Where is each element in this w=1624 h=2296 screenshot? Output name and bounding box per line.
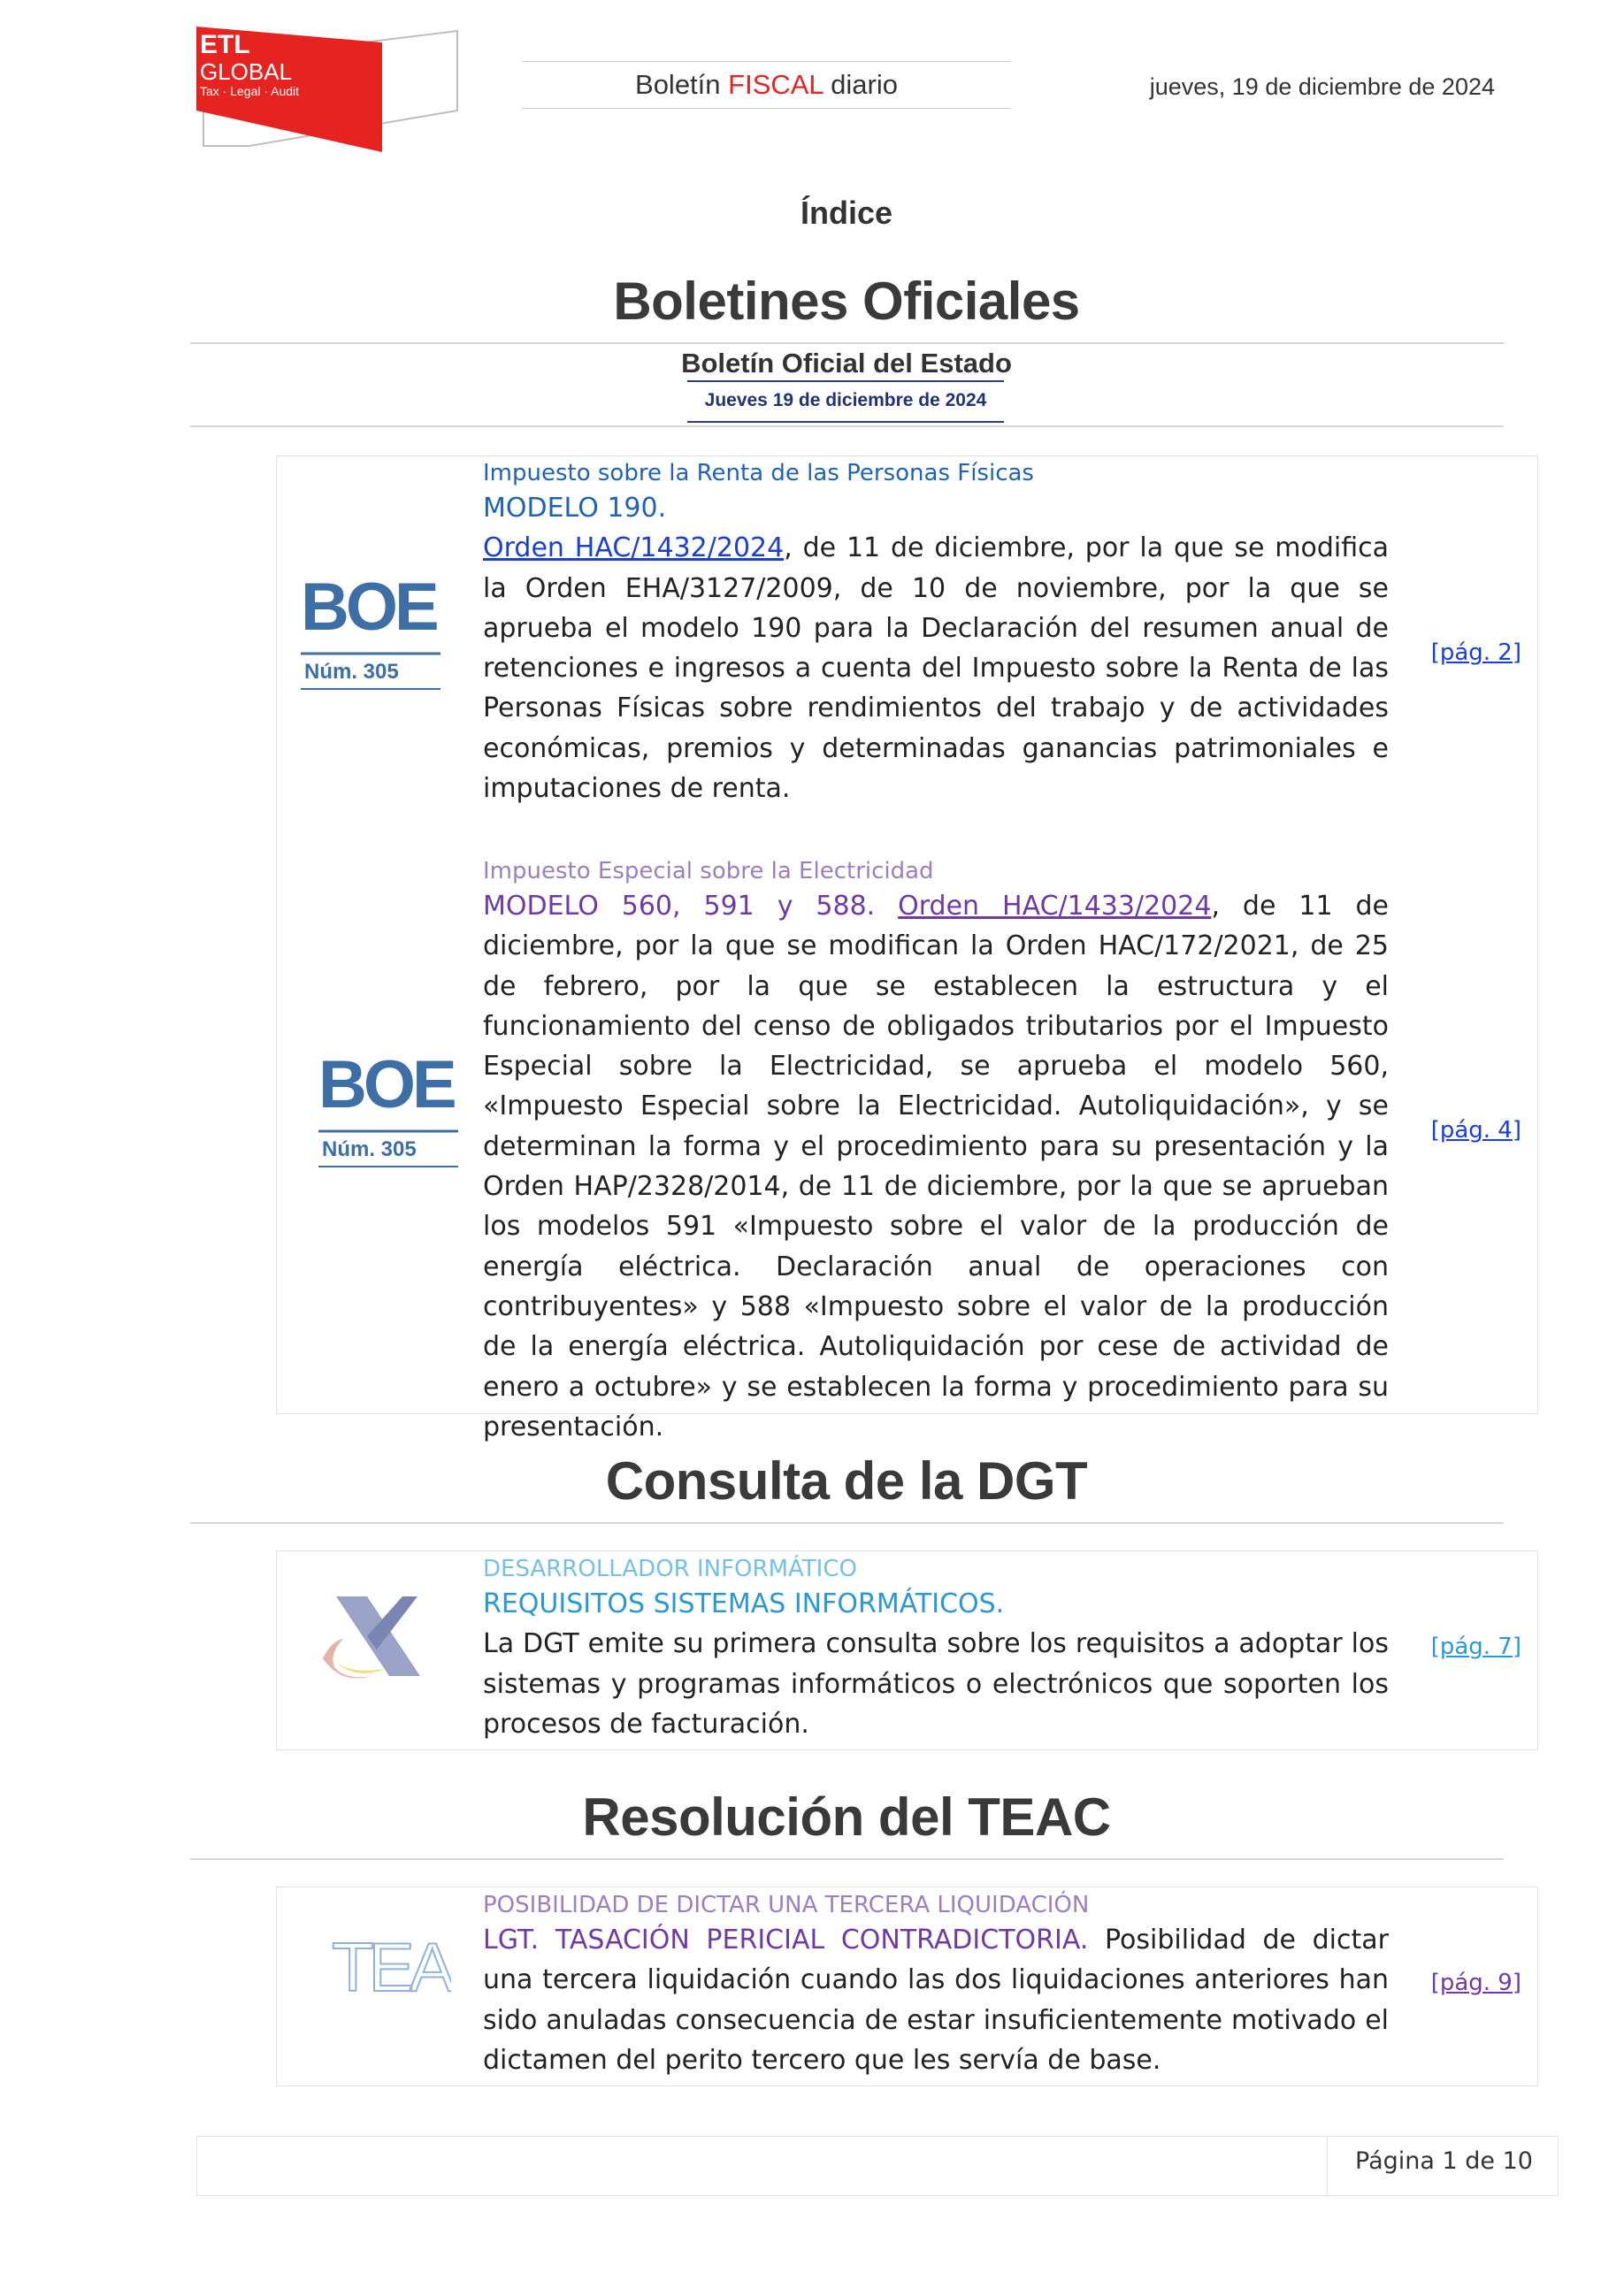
etl-global-logo xyxy=(196,27,462,159)
boe-date-box xyxy=(687,380,1004,423)
entry-model: MODELO 560, 591 y 588. xyxy=(483,891,899,922)
bulletin-title: Boletín FISCAL diario xyxy=(635,69,898,100)
entry-body: La DGT emite su primera consulta sobre los requisitos a adoptar los sistemas y programas informáticos o electrónicos que soporten los procesos de facturación. xyxy=(483,1628,1389,1740)
page-link-9[interactable]: [pág. 9] xyxy=(1430,1970,1521,1996)
page-link-2[interactable]: [pág. 2] xyxy=(1430,639,1521,666)
boe-number: Núm. 305 xyxy=(304,660,399,684)
entry-body: , de 11 de diciembre, por la que se modifican la Orden HAC/172/2021, de 25 de febrero, por la que se establecen la estructura y el funcionamiento del censo de obligados tributarios por el Impuesto Especial sobre la Electricidad, se aprueba el modelo 560, «Impuesto Especial sobre la Electricidad. Autoliquidación», y se determinan la forma y el procedimiento para su presentación y la Orden HAP/2328/2014, de 11 de diciembre, por la que se aprueban los modelos 591 «Impuesto sobre el valor de la producción de energía eléctrica. Declaración anual de operaciones con contribuyentes» y 588 «Impuesto sobre el valor de la producción de la energía eléctrica. Autoliquidación por cese de actividad de enero a octubre» y se establecen la forma y procedimiento para su presentación. xyxy=(483,891,1389,1443)
page-link-4[interactable]: [pág. 4] xyxy=(1430,1117,1521,1144)
header-rule xyxy=(522,61,1011,62)
section-divider xyxy=(190,342,1504,344)
section-divider xyxy=(190,425,1504,427)
entry-body: , de 11 de diciembre, por la que se modifica la Orden EHA/3127/2009, de 10 de noviembre, por la que se aprueba el modelo 190 para la Declaración del resumen anual de retenciones e ingresos a cuenta del Impuesto sobre la Renta de las Personas Físicas sobre rendimientos del trabajo y de actividades económicas, premios y determinadas ganancias patrimoniales e imputaciones de renta. xyxy=(483,532,1389,805)
header-date: jueves, 19 de diciembre de 2024 xyxy=(1149,73,1495,100)
entry-teac xyxy=(483,1890,1389,2080)
page-link-7[interactable]: [pág. 7] xyxy=(1430,1634,1521,1660)
svg-text:Tax · Legal · Audit: Tax · Legal · Audit xyxy=(200,84,300,98)
aeat-logo xyxy=(318,1588,429,1685)
entry-electricidad xyxy=(483,856,1389,1447)
svg-text:BOE: BOE xyxy=(318,1052,454,1122)
entry-model: LGT. TASACIÓN PERICIAL CONTRADICTORIA. xyxy=(483,1925,1089,1955)
svg-text:ETL: ETL xyxy=(200,30,250,59)
entry-topic: Impuesto Especial sobre la Electricidad xyxy=(483,858,934,884)
boe-date: Jueves 19 de diciembre de 2024 xyxy=(704,390,987,410)
entry-model: REQUISITOS SISTEMAS INFORMÁTICOS. xyxy=(483,1588,1005,1619)
svg-text:TEA: TEA xyxy=(332,1932,450,2003)
svg-text:BOE: BOE xyxy=(301,575,436,645)
entry-model: MODELO 190. xyxy=(483,493,667,524)
entry-order-link[interactable]: Orden HAC/1432/2024 xyxy=(483,532,785,564)
boe-logo xyxy=(301,575,442,699)
entry-body: Posibilidad de dictar una tercera liquidación cuando las dos liquidaciones anteriores han sido anuladas consecuencia de estar insuficientemente motivado el dictamen del perito tercero que les servía de base. xyxy=(483,1925,1389,2076)
section-title-teac: Resolución del TEAC xyxy=(582,1787,1111,1847)
svg-text:GLOBAL: GLOBAL xyxy=(200,58,293,85)
boe-number: Núm. 305 xyxy=(322,1137,417,1161)
boe-subtitle: Boletín Oficial del Estado xyxy=(681,348,1012,379)
section-divider xyxy=(190,1858,1504,1860)
section-title-dgt: Consulta de la DGT xyxy=(605,1451,1088,1511)
footer-separator xyxy=(1327,2136,1328,2196)
section-title-official: Boletines Oficiales xyxy=(613,272,1080,331)
section-divider xyxy=(190,1522,1504,1524)
index-title: Índice xyxy=(800,195,893,231)
entry-irpf xyxy=(483,458,1389,808)
entry-topic: POSIBILIDAD DE DICTAR UNA TERCERA LIQUIDACIÓN xyxy=(483,1892,1090,1918)
entry-topic: Impuesto sobre la Renta de las Personas Físicas xyxy=(483,460,1034,486)
boe-logo xyxy=(318,1052,460,1176)
entry-topic: DESARROLLADOR INFORMÁTICO xyxy=(483,1556,857,1582)
page-number: Página 1 de 10 xyxy=(1355,2147,1533,2175)
header-rule xyxy=(522,108,1011,109)
tea-logo xyxy=(332,1932,451,2003)
entry-order-link[interactable]: Orden HAC/1433/2024 xyxy=(898,891,1212,922)
entry-dgt xyxy=(483,1554,1389,1744)
